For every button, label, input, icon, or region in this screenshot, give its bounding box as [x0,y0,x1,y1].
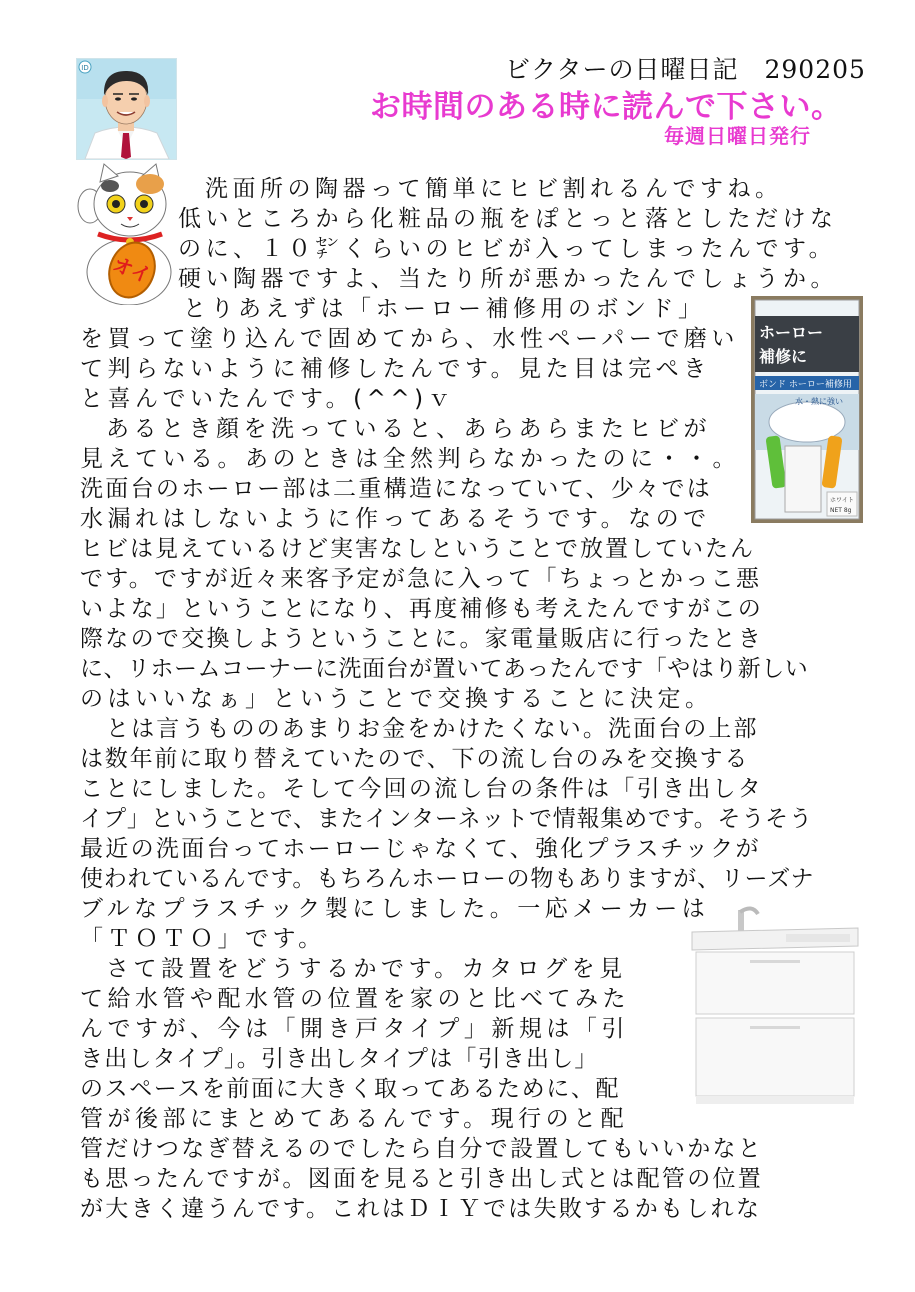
bond-package-illustration [751,296,863,523]
bond-label-line1: ホーロー [759,323,824,342]
article-line: き出しタイプ」。引き出しタイプは「引き出し」 [80,1046,599,1072]
bond-size-text: NET 8g [830,507,852,514]
article-line: 管だけつなぎ替えるのでしたら自分で設置してもいいかなと [80,1136,764,1162]
bond-band-text: ボンド ホーロー補修用 [759,380,852,390]
article-line: を買って塗り込んで固めてから、水性ペーパーで磨い [80,326,739,352]
article-line: 硬い陶器ですよ、当たり所が悪かったんでしょうか。 [178,266,838,292]
bond-color-text: ホワイト [830,497,854,504]
article-line: ヒビは見えているけど実害なしということで放置していたん [80,536,755,562]
article-line: ことにしました。そして今回の流し台の条件は「引き出しタ [80,776,764,802]
article-line: さて設置をどうするかです。カタログを見 [106,956,627,982]
bond-feature-text: 水・熱に強い [795,397,843,406]
article-line: んですが、今は「開き戸タイプ」新規は「引 [80,1016,629,1042]
article-line: とは言うもののあまりお金をかけたくない。洗面台の上部 [106,716,759,742]
article-line: のはいいなぁ」ということで交換することに決定。 [80,686,713,712]
author-portrait [76,58,177,160]
publication-note: 毎週日曜日発行 [664,124,811,148]
article-line: も思ったんですが。図面を見ると引き出し式とは配管の位置 [80,1166,764,1192]
vanity-cabinet-illustration [690,900,860,1110]
article-line: は数年前に取り替えていたので、下の流し台のみを交換する [80,746,750,772]
article-line: のスペースを前面に大きく取ってあるために、配 [80,1076,621,1102]
article-line: 使われているんです。もちろんホーローの物もありますが、リーズナ [80,866,815,892]
maneki-neko-icon [74,162,176,305]
diary-title: ビクターの日曜日記 290205 [505,55,866,84]
article-line: て給水管や配水管の位置を家のと比べてみた [80,986,630,1012]
article-line: が大きく違うんです。これはＤＩＹでは失敗するかもしれな [80,1196,762,1222]
catchphrase: お時間のある時に読んで下さい。 [370,89,843,125]
article-line: 最近の洗面台ってホーローじゃなくて、強化プラスチックが [80,836,761,862]
cat-sign-text: オイ [109,252,155,288]
article-line: ブルなプラスチック製にしました。一応メーカーは [80,896,710,922]
article-line: 際なので交換しようということに。家電量販店に行ったとき [80,626,764,652]
article-line: 管が後部にまとめてあるんです。現行のと配 [80,1106,629,1132]
lucky-cat-illustration [74,162,176,305]
article-line: て判らないように補修したんです。見た目は完ぺき [80,356,711,382]
article-line: と喜んでいたんです。(^^)ｖ [80,386,456,412]
article-line: 洗面所の陶器って簡単にヒビ割れるんですね。 [205,176,783,202]
article-line: 見えている。あのときは全然判らなかったのに・・。 [80,446,740,472]
article-line: あるとき顔を洗っていると、あらあらまたヒビが [106,416,711,442]
article-line: とりあえずは「ホーロー補修用のボンド」 [183,296,706,322]
article-line: に、リホームコーナーに洗面台が置いてあったんです「やはり新しい [80,656,809,682]
vanity-cabinet-photo [690,900,860,1110]
article-line: のに、１０㌢くらいのヒビが入ってしまったんです。 [178,236,837,262]
article-line: いよな」ということになり、再度補修も考えたんですがこの [80,596,764,622]
portrait-badge-text: ID [81,64,89,72]
article-line: 洗面台のホーロー部は二重構造になっていて、少々では [80,476,713,502]
bond-product-photo [751,296,863,523]
article-line: イプ」ということで、またインターネットで情報集めです。そうそう [80,806,813,832]
author-portrait-illustration [77,59,176,159]
article-line: 低いところから化粧品の瓶をぽとっと落としただけな [178,206,838,232]
bond-label-line2: 補修に [759,347,808,366]
article-line: 水漏れはしないように作ってあるそうです。なので [80,506,711,532]
article-line: 「ＴＯＴＯ」です。 [80,926,326,952]
article-line: です。ですが近々来客予定が急に入って「ちょっとかっこ悪 [80,566,762,592]
